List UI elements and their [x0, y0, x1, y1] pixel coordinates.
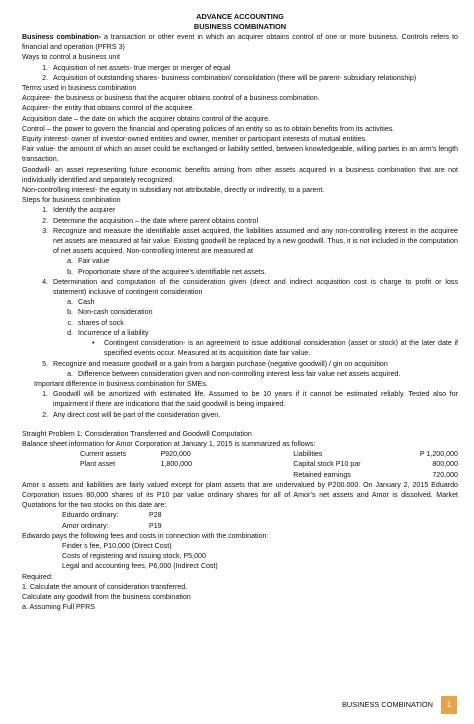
- term-acquiree: Acquiree- the business or business that the acquirer obtains control of a business combination.: [22, 94, 320, 103]
- bc-definition: [22, 32, 458, 52]
- problem-heading: Straight Problem 1: Consideration Transferred and Goodwill Computation: [22, 429, 252, 438]
- step-item: 1. Identify the acquirer: [42, 206, 116, 215]
- sub-step-item: a. Difference between consideration given and non-controlling interest less fair value net assets acquired.: [67, 369, 401, 378]
- balance-sheet-row: Plant asset 1,800,000 Capital stock P10 par 800,000: [80, 460, 458, 469]
- requirement-1: 1. Calculate the amount of consideration transferred.: [22, 582, 188, 591]
- term-fair-value: Fair value- the amount of which an asset could be exchanged or liability settled, between knowledgeable, willing parties in an arm’s length transaction.: [22, 145, 458, 164]
- term-control: Control – the power to govern the financial and operating policies of an entity so as to obtain benefits from its activities.: [22, 124, 395, 133]
- term-acquisition-date: Acquisition date – the date on which the acquirer obtains control of the acquire.: [22, 114, 271, 123]
- terms-heading: Terms used in business combination: [22, 84, 137, 93]
- fee-item: Finder s fee, P10,000 (Direct Cost): [62, 541, 172, 550]
- required-label: Required:: [22, 572, 53, 581]
- steps-heading: Steps for business combination: [22, 196, 121, 205]
- step-item: 2. Determine the acquisition – the date where parent obtains control: [42, 216, 259, 225]
- market-quote: Eduardo ordinary: P28: [62, 511, 162, 520]
- page-number: 1: [441, 696, 457, 714]
- sub-step-item: b. Non-cash consideration: [67, 308, 153, 317]
- bc-text: a transaction or other event in which an acquirer obtains control of one or more business. Controls refers to financial and operation (PFRS 3): [22, 33, 458, 52]
- step-item: 5. Recognize and measure goodwill or a gain from a bargain purchase (negative goodwill) / gin on acquisition: [42, 359, 388, 368]
- doc-title: ADVANCE ACCOUNTING: [196, 12, 284, 21]
- smes-heading: Important difference in business combination for SMEs.: [34, 379, 208, 388]
- step-item: 4. Determination and computation of the consideration given (direct and indirect acquisition cost is charge to profit or loss statement) inclusive of contingent consideration: [42, 277, 458, 297]
- market-quote: Amor ordinary: P19: [62, 521, 162, 530]
- sub-step-item: a. Cash: [67, 298, 95, 307]
- page-footer: [342, 696, 457, 714]
- fee-item: Legal and accounting fees, P6,000 (Indirect Cost): [62, 562, 218, 571]
- document-body: [22, 12, 458, 612]
- step-item: 3. Recognize and measure the identifiable asset acquired, the liabilities assumed and any non-controlling interest in the acquiree net assets are measured at fair value. Existing goodwill be replaced by a new goodwill. Thus, it is not included in the computation of net assets acquired. Non-controlling interest are measured at: [42, 226, 458, 256]
- term-nci: Non-controlling interest- the equity in subsidiary not attributable, directly or indirectly, to a parent.: [22, 186, 325, 195]
- problem-paragraph: Amor s assets and liabilities are fairly valued except for plant assets that are undervalued by P200.000. On January 2, 2015 Eduardo Corporation issues 80,000 shares of its P10 par value ordinary shares for all of Amor’s net assets and Amor is dissolved. Market Quotations for the two stocks on this date are:: [22, 480, 458, 510]
- doc-subtitle: BUSINESS COMBINATION: [193, 22, 287, 31]
- term-goodwill: Goodwill- an asset representing future economic benefits arising from other assets acquired in a business combination that are not individually identified and separately recognized.: [22, 165, 458, 184]
- fees-intro: Edwardo pays the following fees and costs in connection with the combination:: [22, 531, 269, 540]
- requirement-2: Calculate any goodwill from the business combination: [22, 592, 191, 601]
- list-item: 2. Any direct cost will be part of the consideration given.: [42, 410, 221, 419]
- bullet-icon: •: [92, 339, 95, 348]
- footer-label: BUSINESS COMBINATION: [341, 699, 433, 709]
- ways-heading: Ways to control a business unit: [22, 53, 120, 62]
- balance-sheet-row: Retained earnings 720,000: [293, 470, 458, 479]
- balance-sheet-intro: Balance sheet information for Amor Corporation at January 1, 2015 is summarized as follows:: [22, 439, 316, 448]
- sub-step-item: a. Fair value: [67, 257, 110, 266]
- bullet-item: • Contingent consideration- is an agreement to issue additional consideration (asset or stock) at the later date if specified events occur. Measured at its acquisition date fair value.: [92, 339, 458, 358]
- sub-step-item: b. Proportionate share of the acquiree’s identifiable net assets.: [67, 267, 267, 276]
- sub-step-item: d. Incurrence of a liability: [67, 328, 149, 337]
- fee-item: Costs of registering and issuing stock, P5,000: [62, 552, 206, 561]
- list-item: 1. Acquisition of net assets- true merger or merger of equal: [42, 63, 231, 72]
- sub-step-item: c. shares of sock: [67, 318, 124, 327]
- requirement-3: a. Assuming Full PFRS: [22, 603, 95, 612]
- term-acquirer: Acquirer- the entity that obtains control of the acquiree.: [22, 104, 195, 113]
- balance-sheet-row: Current assets P920,000 Liabilities P 1,200,000: [80, 450, 458, 459]
- list-item: 2. Acquisition of outstanding shares- business combination/ consolidation (there will be parent- subsidiary relationship): [42, 73, 417, 82]
- list-item: 1. Goodwill will be amortized with estimated life. Assumed to be 10 years if it cannot be estimated reliably. Tested also for impairment if there are indications that the said goodwill is being impaired.: [42, 390, 458, 409]
- term-equity-interest: Equity interest- owner of investor-owned entities and owner, member or participant interests of mutual entities.: [22, 135, 368, 144]
- bc-label: Business combination-: [22, 33, 102, 41]
